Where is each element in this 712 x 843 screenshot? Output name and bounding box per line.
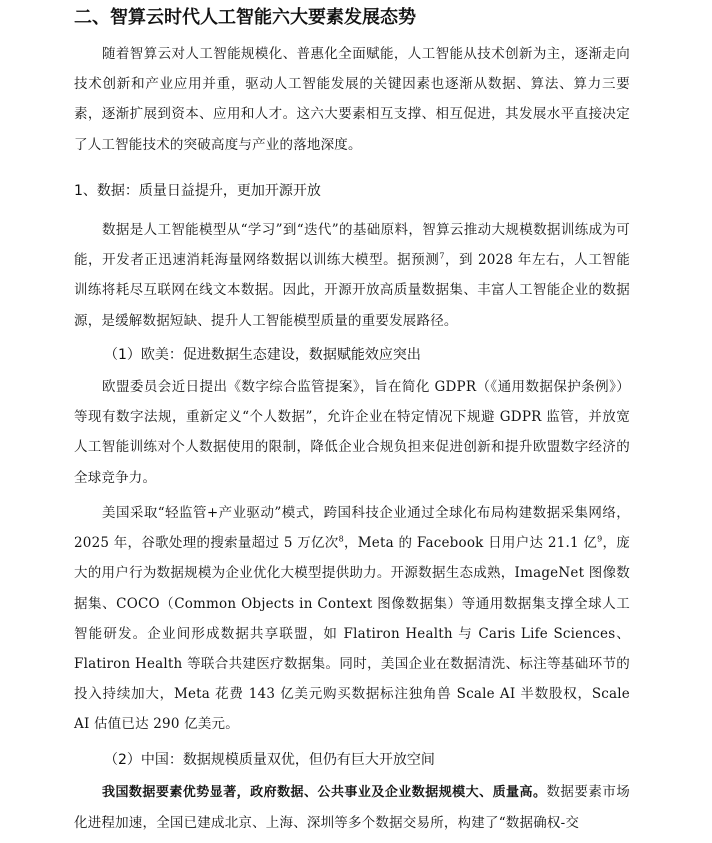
intro-paragraph: 随着智算云对人工智能规模化、普惠化全面赋能，人工智能从技术创新为主，逐渐走向技术创新和产业应用并重，驱动人工智能发展的关键因素也逐渐从数据、算法、算力三要素，逐渐扩展到资本、应用和人才。这六大要素相互支撑、相互促进，其发展水平直接决定了人工智能技术的突破高度与产业的落地深度。: [74, 46, 630, 153]
section-title: 二、智算云时代人工智能六大要素发展态势: [74, 7, 416, 28]
china-heading: （2）中国：数据规模质量双优，但仍有巨大开放空间: [104, 752, 435, 768]
china-paragraph: [74, 777, 630, 838]
china-paragraph-rest: 数据要素市场化进程加速，全国已建成北京、上海、深圳等多个数据交易所，构建了“数据确权-交: [74, 784, 630, 832]
us-paragraph-text-3: ，庞大的用户行为数据规模为企业优化大模型提供助力。开源数据生态成熟，ImageNet 图像数据集、COCO（Common Objects in Context 图像数据集）等通用数据集支撑全球人工智能研发。企业间形成数据共享联盟，如 Flatiron Health 与 Caris Life Sciences、Flatiron Health 等联合共建医疗数据集。同时，美国企业在数据清洗、标注等基础环节的投入持续加大，Meta 花费 143 亿美元购买数据标注独角兽 Scale AI 半数股权，Scale AI 估值已达 290 亿美元。: [74, 535, 631, 733]
subsection-1-title: 1、数据：质量日益提升，更加开源开放: [74, 183, 321, 199]
data-paragraph-text-a: 数据是人工智能模型从“学习”到“迭代”的基础原料，智算云推动大规模数据训练成为可能，开发者正迅速消耗海量网络数据以训练大模型。据预测: [74, 222, 630, 269]
data-paragraph-text-b: ，到 2028 年左右，人工智能训练将耗尽互联网在线文本数据。因此，开源开放高质量数据集、丰富人工智能企业的数据源，是缓解数据短缺、提升人工智能模型质量的重要发展路径。: [74, 252, 630, 329]
eu-paragraph: 欧盟委员会近日提出《数字综合监管提案》，旨在简化 GDPR（《通用数据保护条例》）等现有数字法规，重新定义“个人数据”，允许企业在特定情况下规避 GDPR 监管，并放宽人工智能训练对个人数据使用的限制，降低企业合规负担来促进创新和提升欧盟数字经济的全球竞争力。: [74, 379, 630, 486]
europe-us-heading: （1）欧美：促进数据生态建设，数据赋能效应突出: [104, 347, 421, 363]
us-paragraph-text-2: ，Meta 的 Facebook 日用户达 21.1 亿: [343, 535, 598, 552]
china-bold-lead: 我国数据要素优势显著，政府数据、公共事业及企业数据规模大、质量高。: [102, 785, 547, 800]
footnote-ref-7: 7: [439, 251, 445, 261]
footnote-ref-9: 9: [597, 534, 603, 544]
data-paragraph: [74, 215, 630, 336]
footnote-ref-8: 8: [338, 534, 344, 544]
us-paragraph-text-1: 美国采取“轻监管+产业驱动”模式，跨国科技企业通过全球化布局构建数据采集网络，2025 年，谷歌处理的搜索量超过 5 万亿次: [74, 505, 630, 552]
us-paragraph: [74, 498, 630, 740]
